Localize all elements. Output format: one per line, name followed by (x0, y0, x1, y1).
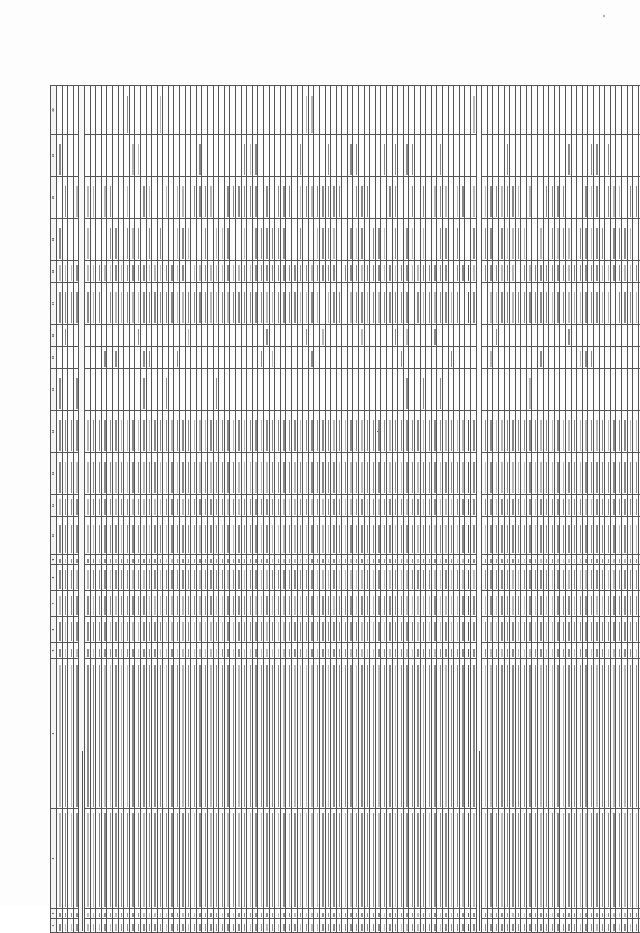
scan-speck (603, 15, 605, 17)
column-number: 22 (51, 86, 57, 135)
column-number: 18 (51, 261, 57, 283)
column-number: 15 (51, 347, 57, 369)
column-number: 2 (51, 909, 57, 919)
column-number: 11 (51, 495, 57, 517)
column-number: 8 (51, 565, 57, 591)
column-number: 20 (51, 177, 57, 219)
rotated-table-sheet (50, 88, 595, 933)
data-table (50, 85, 640, 933)
column-number: 3 (51, 809, 57, 909)
column-number: 9 (51, 555, 57, 565)
column-number: 19 (51, 219, 57, 261)
column-number: 7 (51, 591, 57, 617)
column-number: 16 (51, 325, 57, 347)
column-number: 21 (51, 135, 57, 177)
column-number: 5 (51, 643, 57, 659)
column-number: 6 (51, 617, 57, 643)
column-number: 4 (51, 659, 57, 809)
column-number: 13 (51, 411, 57, 453)
column-number: 10 (51, 517, 57, 555)
column-number: 1 (51, 919, 57, 933)
column-number: 14 (51, 369, 57, 411)
column-number: 17 (51, 283, 57, 325)
column-number: 12 (51, 453, 57, 495)
